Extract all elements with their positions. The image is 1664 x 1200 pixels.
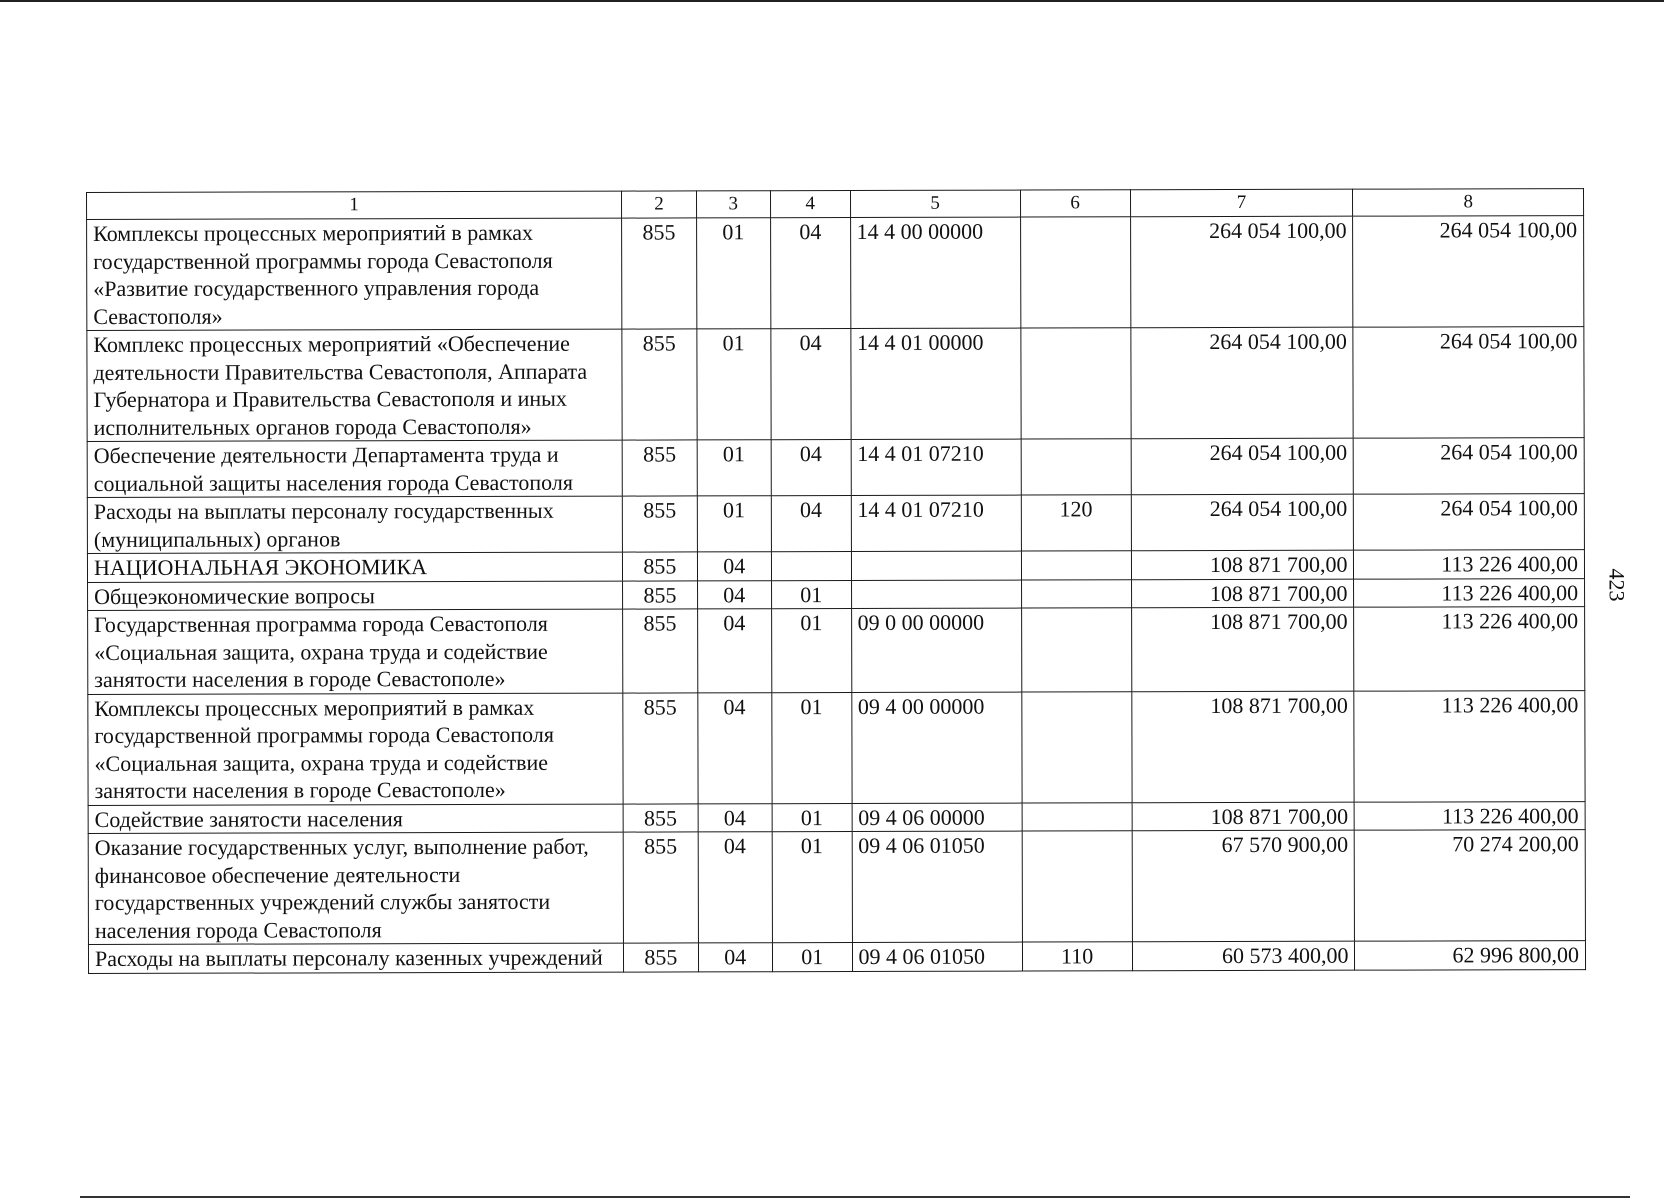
row-name: Расходы на выплаты персоналу казенных учреждений [88, 943, 623, 973]
header-cell-6: 6 [1020, 190, 1130, 217]
budget-table [86, 188, 1586, 973]
row-target-code: 14 4 01 07210 [851, 495, 1021, 551]
row-amount-year1: 108 871 700,00 [1131, 579, 1354, 608]
row-ministry-code: 855 [623, 692, 698, 803]
row-ministry-code: 855 [622, 218, 697, 329]
row-amount-year2: 264 054 100,00 [1354, 494, 1585, 551]
row-amount-year1: 264 054 100,00 [1131, 494, 1354, 551]
row-amount-year2: 264 054 100,00 [1354, 438, 1585, 495]
table-row [88, 578, 1585, 610]
row-expense-type [1022, 802, 1132, 831]
row-expense-type [1022, 831, 1132, 942]
row-subsection-code: 01 [772, 803, 852, 832]
row-ministry-code: 855 [623, 832, 698, 943]
row-name: Расходы на выплаты персоналу государственных (муниципальных) органов [87, 496, 622, 553]
row-amount-year2: 113 226 400,00 [1355, 801, 1586, 830]
table-row [87, 550, 1584, 582]
table-row [88, 830, 1585, 945]
row-subsection-code: 04 [770, 217, 850, 328]
row-subsection-code: 04 [771, 495, 851, 551]
row-expense-type: 110 [1022, 942, 1132, 971]
table-row [88, 801, 1585, 833]
row-section-code: 01 [697, 496, 771, 552]
row-target-code: 09 4 06 01050 [852, 831, 1022, 942]
row-name: Общеэкономические вопросы [88, 581, 623, 611]
row-target-code: 09 4 00 00000 [851, 692, 1021, 803]
row-expense-type [1021, 551, 1131, 580]
row-subsection-code: 01 [771, 608, 851, 692]
row-target-code [851, 580, 1021, 609]
row-name: Комплексы процессных мероприятий в рамках государственной программы города Севастополя «Социальная защита, охрана труда и содействие занятости населения в городе Севастополе» [88, 693, 624, 805]
row-section-code: 01 [696, 218, 771, 329]
row-target-code: 09 0 00 00000 [851, 608, 1021, 692]
row-ministry-code: 855 [623, 803, 697, 832]
row-target-code: 09 4 06 01050 [852, 942, 1022, 971]
page-number: 423 [1604, 568, 1630, 602]
row-amount-year1: 264 054 100,00 [1131, 438, 1354, 495]
row-expense-type [1021, 608, 1131, 692]
row-ministry-code: 855 [623, 496, 697, 552]
row-ministry-code: 855 [623, 609, 698, 693]
table-row [88, 941, 1585, 973]
row-amount-year1: 108 871 700,00 [1131, 550, 1354, 579]
row-subsection-code: 04 [771, 328, 851, 439]
row-target-code: 14 4 01 07210 [851, 439, 1021, 495]
scan-bottom-edge [80, 1196, 1630, 1198]
row-section-code: 01 [697, 440, 771, 496]
row-expense-type [1021, 691, 1131, 802]
row-amount-year1: 108 871 700,00 [1131, 607, 1354, 691]
row-target-code [851, 551, 1021, 580]
row-amount-year1: 67 570 900,00 [1132, 830, 1355, 942]
row-name: Государственная программа города Севастополя «Социальная защита, охрана труда и содействие занятости населения в городе Севастополе» [88, 609, 623, 694]
table-row [87, 216, 1584, 331]
header-row [87, 189, 1584, 220]
row-target-code: 09 4 06 00000 [852, 803, 1022, 832]
table-row [87, 494, 1584, 554]
row-section-code: 04 [697, 692, 772, 803]
row-subsection-code: 01 [771, 580, 851, 609]
row-expense-type [1021, 579, 1131, 608]
row-expense-type [1020, 217, 1130, 328]
row-subsection-code: 01 [772, 692, 852, 803]
row-subsection-code [771, 551, 851, 580]
row-amount-year1: 264 054 100,00 [1130, 327, 1353, 439]
row-ministry-code: 855 [622, 329, 697, 440]
header-cell-8: 8 [1353, 189, 1584, 217]
row-name: Комплекс процессных мероприятий «Обеспечение деятельности Правительства Севастополя, Аппарата Губернатора и Правительства Севастополя и иных исполнительных органов города Севастополя» [87, 329, 623, 441]
row-name: НАЦИОНАЛЬНАЯ ЭКОНОМИКА [87, 552, 622, 582]
header-cell-2: 2 [622, 191, 696, 218]
row-amount-year2: 62 996 800,00 [1355, 941, 1586, 970]
row-amount-year1: 60 573 400,00 [1132, 941, 1355, 970]
row-subsection-code: 01 [772, 831, 852, 942]
row-subsection-code: 04 [771, 439, 851, 495]
row-amount-year2: 113 226 400,00 [1354, 607, 1585, 691]
scan-top-edge [0, 0, 1664, 2]
row-amount-year1: 264 054 100,00 [1130, 216, 1353, 328]
row-ministry-code: 855 [623, 580, 697, 609]
row-section-code: 04 [697, 552, 771, 581]
header-cell-4: 4 [770, 190, 850, 217]
row-section-code: 04 [698, 803, 772, 832]
row-expense-type [1021, 439, 1131, 495]
row-section-code: 04 [697, 609, 772, 693]
row-ministry-code: 855 [624, 943, 698, 972]
row-ministry-code: 855 [622, 440, 696, 496]
header-cell-1: 1 [87, 191, 622, 219]
table-row [87, 327, 1584, 442]
row-target-code: 14 4 01 00000 [850, 328, 1020, 439]
row-expense-type: 120 [1021, 495, 1131, 551]
row-name: Оказание государственных услуг, выполнение работ, финансовое обеспечение деятельности государственных учреждений службы занятости населения города Севастополя [88, 832, 624, 944]
row-name: Содействие занятости населения [88, 804, 623, 834]
header-cell-5: 5 [850, 190, 1020, 217]
row-expense-type [1021, 328, 1131, 439]
table-row [88, 607, 1585, 694]
header-cell-7: 7 [1130, 189, 1353, 217]
row-target-code: 14 4 00 00000 [850, 217, 1020, 328]
row-amount-year2: 264 054 100,00 [1353, 327, 1584, 439]
row-amount-year2: 113 226 400,00 [1354, 690, 1585, 802]
row-section-code: 04 [698, 832, 773, 943]
row-section-code: 04 [697, 580, 771, 609]
row-subsection-code: 01 [772, 942, 852, 971]
row-amount-year1: 108 871 700,00 [1131, 691, 1354, 803]
row-amount-year2: 113 226 400,00 [1354, 578, 1585, 607]
row-amount-year1: 108 871 700,00 [1132, 802, 1355, 831]
row-name: Комплексы процессных мероприятий в рамках государственной программы города Севастополя «Развитие государственного управления города Севастополя» [87, 218, 623, 330]
table-row [88, 690, 1585, 805]
row-amount-year2: 264 054 100,00 [1353, 216, 1584, 328]
table-row [87, 438, 1584, 498]
row-name: Обеспечение деятельности Департамента труда и социальной защиты населения города Севастополя [87, 440, 622, 497]
row-section-code: 04 [698, 943, 772, 972]
row-ministry-code: 855 [623, 552, 697, 581]
row-amount-year2: 70 274 200,00 [1355, 830, 1586, 942]
header-cell-3: 3 [696, 191, 770, 218]
row-section-code: 01 [696, 329, 771, 440]
row-amount-year2: 113 226 400,00 [1354, 550, 1585, 579]
